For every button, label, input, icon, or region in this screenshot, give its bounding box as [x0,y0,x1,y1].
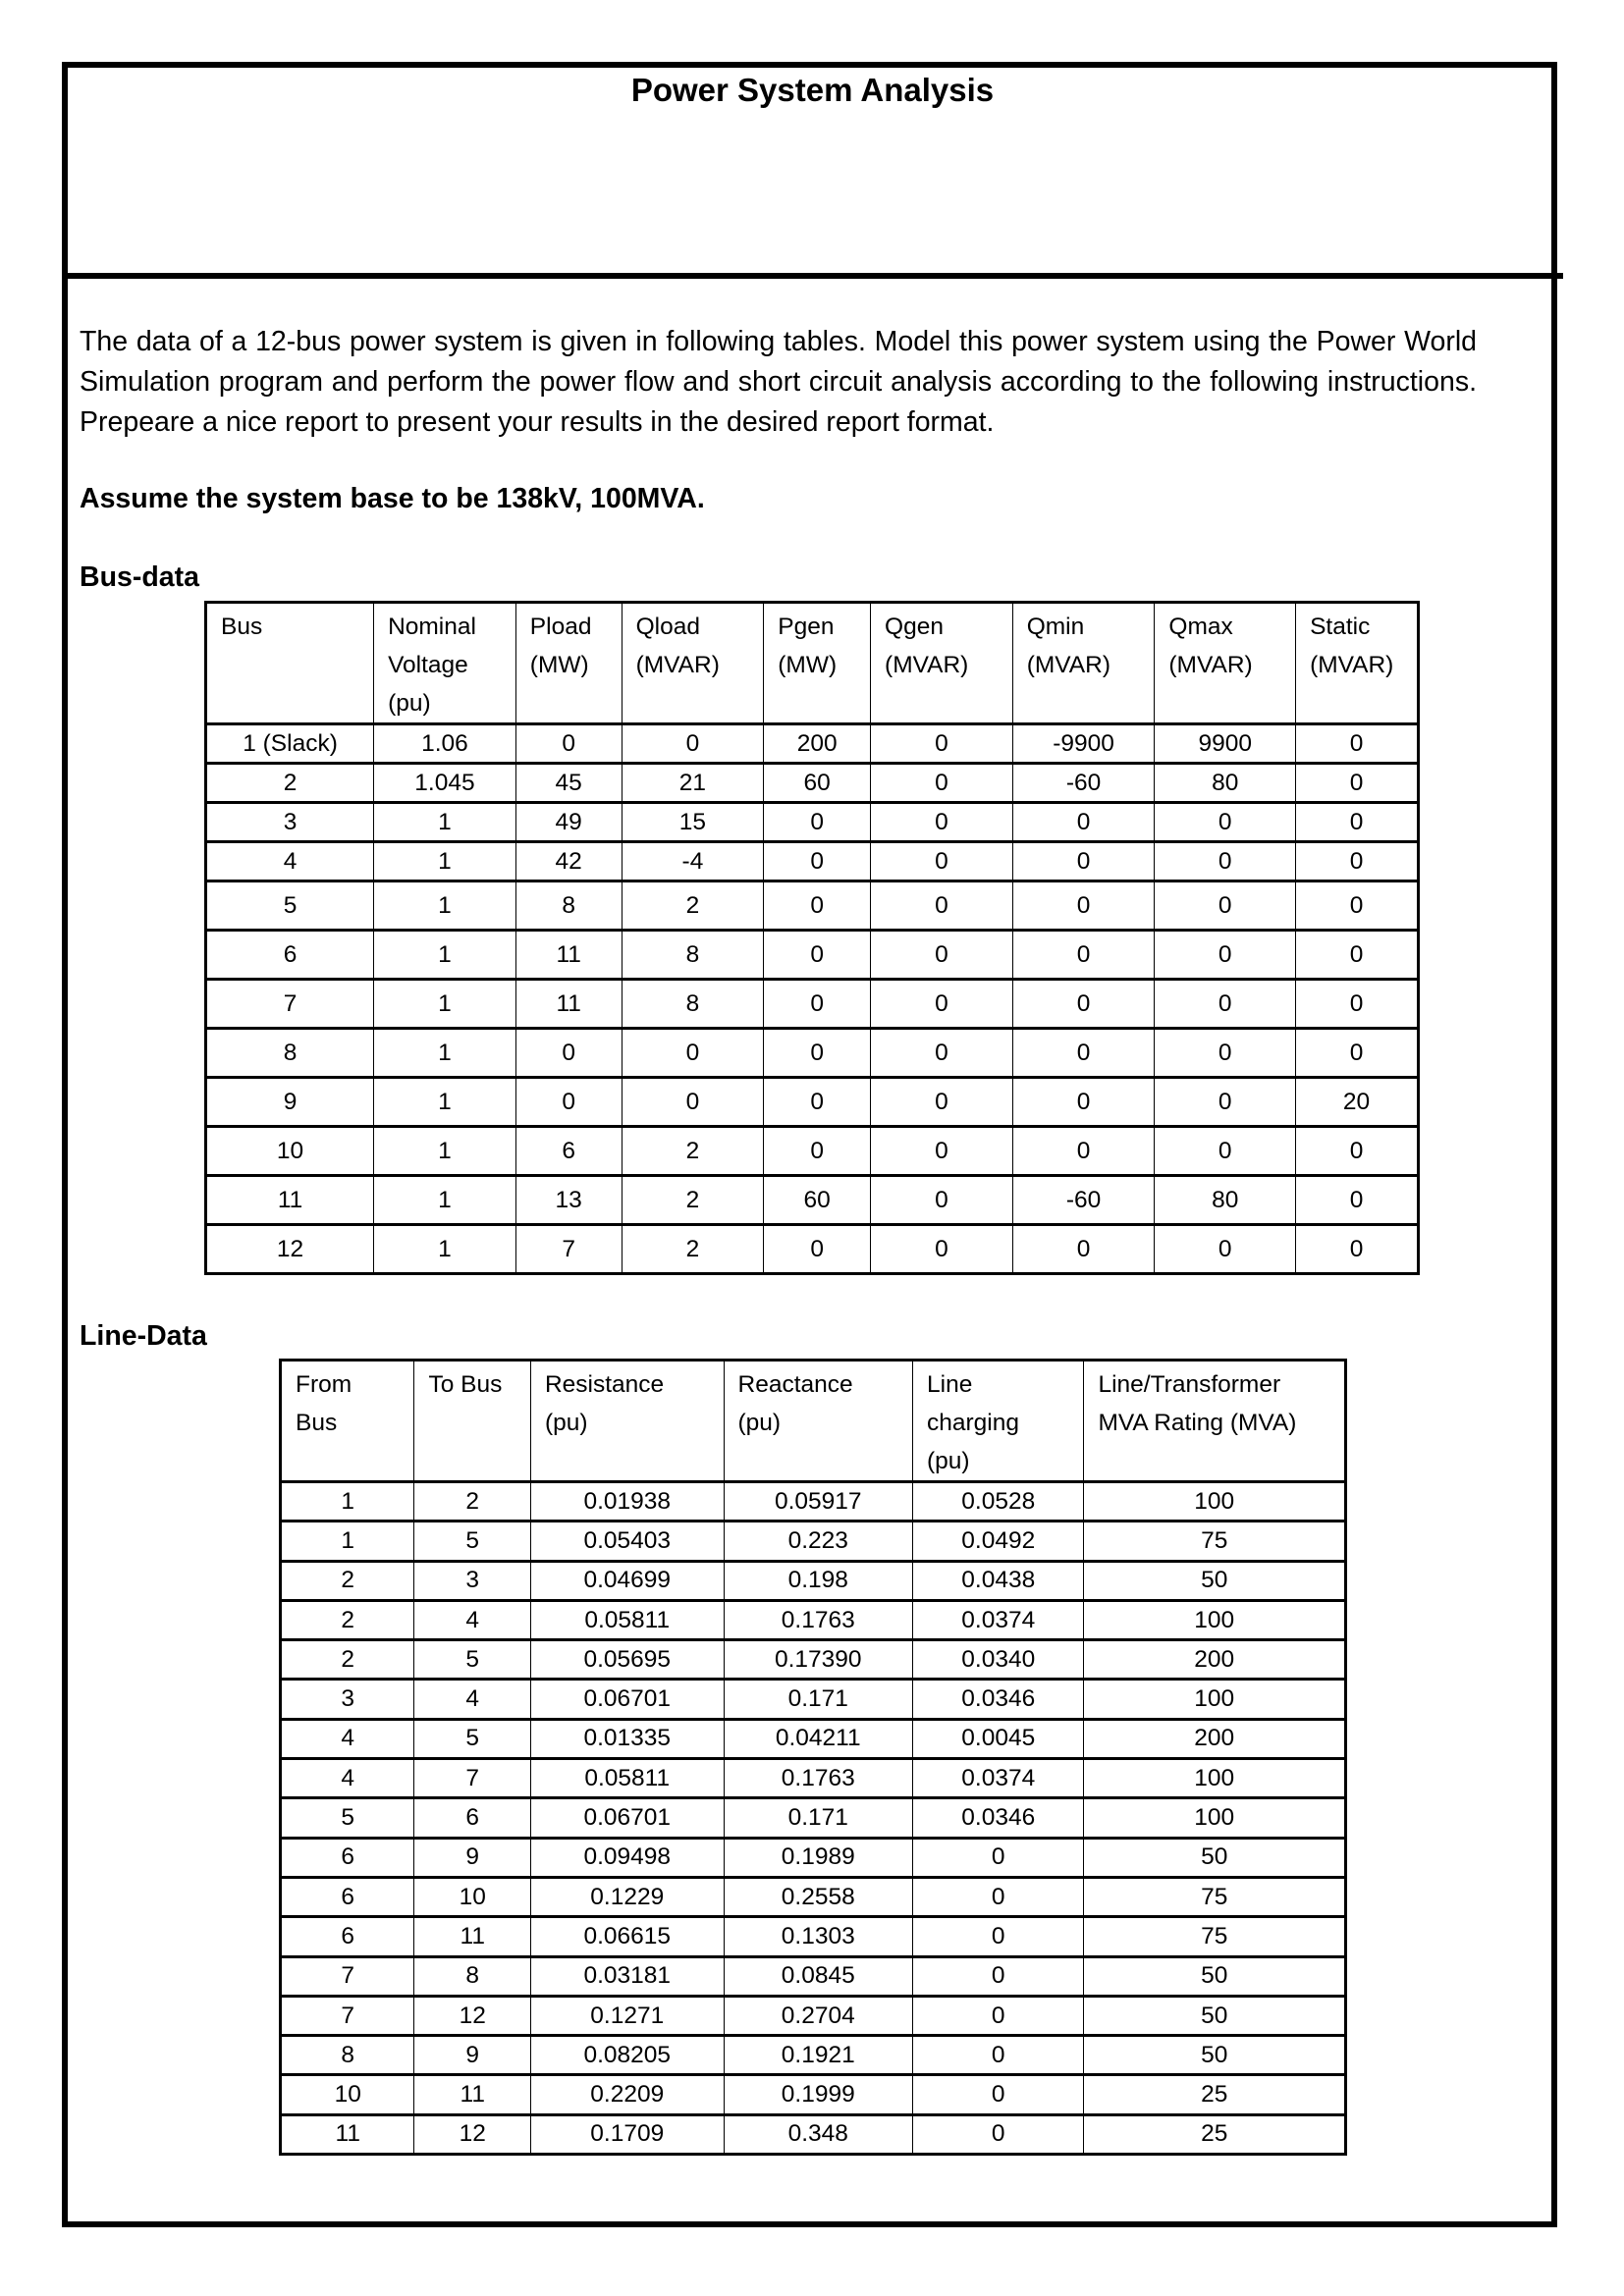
table-cell: 50 [1084,1956,1346,1996]
table-cell: 3 [281,1680,414,1719]
table-cell: 1.06 [374,724,516,764]
table-cell: 60 [764,1176,871,1225]
table-cell: 0.1763 [724,1600,913,1639]
table-cell: 0 [1296,803,1419,842]
table-cell: 1 [374,1176,516,1225]
table-cell: 45 [515,764,622,803]
table-cell: 9900 [1155,724,1296,764]
table-row [206,1078,1419,1127]
table-cell: 0 [913,1838,1084,1877]
table-cell: 10 [414,1877,531,1916]
table-cell: 0 [1155,1078,1296,1127]
table-cell: 21 [622,764,764,803]
table-cell: 49 [515,803,622,842]
table-cell: 0 [913,1996,1084,2035]
table-cell: 12 [206,1225,374,1274]
table-cell: 0.171 [724,1798,913,1838]
table-cell: 3 [414,1561,531,1600]
table-cell: 0 [622,724,764,764]
table-cell: 2 [622,1176,764,1225]
column-header-line: Bus [296,1410,338,1436]
table-row [281,1522,1346,1561]
table-cell: 0.1709 [530,2114,724,2154]
table-row [281,1600,1346,1639]
table-cell: 4 [414,1600,531,1639]
column-header [374,603,516,724]
table-cell: 0 [871,842,1013,881]
column-header [1155,603,1296,724]
table-cell: 0 [1012,1029,1155,1078]
table-cell: 0.01938 [530,1482,724,1522]
column-header-line: (MW) [529,652,589,678]
table-cell: 100 [1084,1482,1346,1522]
page-title: Power System Analysis [630,72,995,108]
table-cell: 0.0374 [913,1600,1084,1639]
table-cell: 0 [764,1029,871,1078]
table-cell: 75 [1084,1917,1346,1956]
table-cell: 11 [515,980,622,1029]
table-cell: 3 [206,803,374,842]
table-cell: 7 [414,1759,531,1798]
column-header-line: (MVAR) [885,652,969,678]
column-header-line: (MVAR) [635,652,720,678]
table-cell: 12 [414,1996,531,2035]
table-cell: 1 [374,1078,516,1127]
table-cell: 25 [1084,2075,1346,2114]
table-cell: 0.01335 [530,1719,724,1758]
table-cell: 8 [515,881,622,931]
table-cell: 2 [414,1482,531,1522]
column-header-line: Voltage [388,652,468,678]
table-cell: 200 [764,724,871,764]
table-cell: 0.03181 [530,1956,724,1996]
column-header-line: Resistance [544,1371,665,1398]
table-cell: 1 (Slack) [206,724,374,764]
column-header-line: (pu) [927,1448,970,1474]
table-cell: 13 [515,1176,622,1225]
table-cell: 11 [206,1176,374,1225]
table-cell: 11 [414,1917,531,1956]
table-cell: 4 [281,1759,414,1798]
table-cell: 0 [764,1078,871,1127]
table-cell: 0.1989 [724,1838,913,1877]
table-cell: 0.05811 [530,1759,724,1798]
table-cell: 80 [1155,764,1296,803]
table-cell: 0 [871,803,1013,842]
table-cell: 0.05695 [530,1640,724,1680]
table-cell: 0 [1012,1078,1155,1127]
table-cell: 0.0045 [913,1719,1084,1758]
table-cell: 0.171 [724,1680,913,1719]
table-cell: 0 [1012,842,1155,881]
table-cell: 6 [206,931,374,980]
column-header [622,603,764,724]
column-header-line: Qmax [1168,614,1233,640]
column-header-line: From [296,1371,352,1398]
column-header-line: MVA Rating (MVA) [1098,1410,1297,1436]
table-cell: 0 [1155,931,1296,980]
column-header-line: charging [927,1410,1019,1436]
table-cell: 0 [1296,931,1419,980]
table-cell: 25 [1084,2114,1346,2154]
table-cell: 0 [871,931,1013,980]
table-cell: 0 [764,1225,871,1274]
table-cell: 75 [1084,1522,1346,1561]
table-row [281,1996,1346,2035]
table-cell: 9 [414,1838,531,1877]
table-cell: 2 [622,1127,764,1176]
table-cell: 0 [1155,1127,1296,1176]
table-cell: 100 [1084,1680,1346,1719]
column-header-line: To Bus [428,1371,503,1398]
table-cell: 0 [764,1127,871,1176]
table-cell: 0 [622,1078,764,1127]
table-cell: 11 [414,2075,531,2114]
table-cell: 0 [515,1078,622,1127]
table-row [281,1877,1346,1916]
table-cell: 0.198 [724,1561,913,1600]
table-cell: 5 [414,1640,531,1680]
table-cell: 8 [206,1029,374,1078]
table-cell: 0 [871,1176,1013,1225]
table-cell: 7 [206,980,374,1029]
table-cell: 0.0346 [913,1680,1084,1719]
table-cell: 8 [414,1956,531,1996]
column-header [414,1361,531,1482]
table-row [206,931,1419,980]
table-cell: 0.1921 [724,2036,913,2075]
table-cell: 50 [1084,1838,1346,1877]
table-cell: 0 [871,1225,1013,1274]
table-cell: 0.06615 [530,1917,724,1956]
table-cell: 100 [1084,1759,1346,1798]
table-cell: 0 [1155,1029,1296,1078]
column-header-line: Static [1310,614,1371,640]
bus-data-table [204,601,1420,1275]
line-table-header-row [281,1361,1346,1482]
table-cell: 6 [281,1838,414,1877]
table-cell: 0 [1155,803,1296,842]
column-header-line: Pload [529,614,592,640]
table-cell: 10 [206,1127,374,1176]
table-cell: 1 [374,931,516,980]
column-header [724,1361,913,1482]
table-cell: -4 [622,842,764,881]
table-cell: 6 [281,1877,414,1916]
table-cell: -9900 [1012,724,1155,764]
table-cell: 100 [1084,1600,1346,1639]
table-cell: 60 [764,764,871,803]
table-cell: 1 [374,1127,516,1176]
table-row [206,1029,1419,1078]
table-cell: 1 [281,1522,414,1561]
table-cell: 0.0528 [913,1482,1084,1522]
column-header [1084,1361,1346,1482]
table-cell: 1 [374,881,516,931]
table-row [281,1482,1346,1522]
table-row [206,881,1419,931]
table-row [281,1838,1346,1877]
table-cell: 0.1271 [530,1996,724,2035]
table-cell: 0.2558 [724,1877,913,1916]
table-cell: 0 [871,1078,1013,1127]
table-cell: 0.09498 [530,1838,724,1877]
table-cell: 0 [764,931,871,980]
column-header-line: (pu) [544,1410,588,1436]
column-header-line: Reactance [737,1371,853,1398]
table-cell: 0.06701 [530,1680,724,1719]
table-row [281,1759,1346,1798]
table-cell: 4 [414,1680,531,1719]
table-cell: 2 [622,1225,764,1274]
title-band [62,62,1563,279]
table-cell: 0 [515,1029,622,1078]
column-header [1296,603,1419,724]
table-cell: 0.2704 [724,1996,913,2035]
table-cell: 0 [1296,1029,1419,1078]
table-cell: 0 [913,2075,1084,2114]
column-header [530,1361,724,1482]
table-cell: 0.1303 [724,1917,913,1956]
table-cell: 0.0374 [913,1759,1084,1798]
table-cell: 200 [1084,1640,1346,1680]
column-header-line: Qmin [1026,614,1085,640]
table-cell: 5 [414,1522,531,1561]
table-cell: 2 [281,1600,414,1639]
table-cell: 0 [913,1877,1084,1916]
table-cell: 15 [622,803,764,842]
table-cell: 0 [1296,881,1419,931]
table-cell: 10 [281,2075,414,2114]
table-cell: 0.0438 [913,1561,1084,1600]
column-header [515,603,622,724]
table-row [206,842,1419,881]
table-cell: 0.0346 [913,1798,1084,1838]
table-cell: 0 [1012,881,1155,931]
table-cell: 0.348 [724,2114,913,2154]
table-cell: 0.1763 [724,1759,913,1798]
table-cell: 0.2209 [530,2075,724,2114]
table-cell: 0 [1012,1225,1155,1274]
table-cell: 7 [281,1996,414,2035]
table-cell: 0.05403 [530,1522,724,1561]
table-cell: 0 [871,764,1013,803]
column-header-line: Qgen [885,614,944,640]
table-cell: 6 [414,1798,531,1838]
table-cell: 0 [1012,931,1155,980]
column-header-line: (MW) [778,652,838,678]
table-cell: 0 [1296,980,1419,1029]
table-cell: 0 [764,803,871,842]
table-cell: 0 [1296,764,1419,803]
table-cell: 50 [1084,1996,1346,2035]
table-row [281,2075,1346,2114]
column-header-line: Nominal [388,614,476,640]
table-cell: 0 [871,1029,1013,1078]
table-cell: 0 [1296,1225,1419,1274]
column-header [871,603,1013,724]
table-cell: 11 [515,931,622,980]
table-row [281,1956,1346,1996]
table-row [281,1640,1346,1680]
column-header [281,1361,414,1482]
table-cell: 0.08205 [530,2036,724,2075]
table-cell: 0 [1296,1176,1419,1225]
table-cell: 5 [281,1798,414,1838]
table-cell: 0 [1296,724,1419,764]
table-cell: 0 [1155,881,1296,931]
table-cell: 0.223 [724,1522,913,1561]
table-cell: 9 [414,2036,531,2075]
table-cell: 20 [1296,1078,1419,1127]
bus-data-heading: Bus-data [80,561,199,593]
table-cell: 200 [1084,1719,1346,1758]
column-header-line: (MVAR) [1168,652,1253,678]
table-row [206,1225,1419,1274]
table-cell: 7 [281,1956,414,1996]
column-header-line: (MVAR) [1026,652,1111,678]
table-cell: 0 [913,2114,1084,2154]
table-cell: 0 [764,980,871,1029]
table-cell: 0.06701 [530,1798,724,1838]
table-row [281,1561,1346,1600]
table-cell: 8 [622,931,764,980]
column-header-line: (pu) [388,690,431,717]
table-cell: 0.1229 [530,1877,724,1916]
table-cell: 2 [206,764,374,803]
table-cell: 0 [1012,980,1155,1029]
table-cell: 0.1999 [724,2075,913,2114]
table-cell: 6 [515,1127,622,1176]
table-cell: 0 [1155,1225,1296,1274]
table-cell: 5 [206,881,374,931]
table-row [206,803,1419,842]
table-cell: 0 [1012,1127,1155,1176]
column-header [206,603,374,724]
column-header [764,603,871,724]
table-cell: 6 [281,1917,414,1956]
table-cell: 0.05917 [724,1482,913,1522]
table-cell: 0 [913,2036,1084,2075]
table-cell: 0 [913,1917,1084,1956]
table-cell: 0 [871,724,1013,764]
column-header-line: Pgen [778,614,835,640]
table-row [206,1127,1419,1176]
bus-table-header-row [206,603,1419,724]
table-cell: 1 [374,803,516,842]
table-cell: 50 [1084,1561,1346,1600]
table-cell: 1 [374,842,516,881]
table-cell: 50 [1084,2036,1346,2075]
table-row [206,764,1419,803]
table-cell: 8 [622,980,764,1029]
table-cell: 1 [374,1225,516,1274]
table-cell: 0.0340 [913,1640,1084,1680]
column-header-line: Bus [221,614,263,640]
intro-paragraph: The data of a 12-bus power system is given in following tables. Model this power system using the Power World Simulation program and perform the power flow and short circuit analysis according to the following instructions. Prepeare a nice report to present your results in the desired report format. [80,326,1477,438]
table-cell: 7 [515,1225,622,1274]
table-cell: 0 [1155,980,1296,1029]
table-cell: 0 [1296,1127,1419,1176]
table-cell: 5 [414,1719,531,1758]
column-header-line: (MVAR) [1310,652,1394,678]
table-cell: 0 [622,1029,764,1078]
table-cell: 2 [622,881,764,931]
table-cell: 1.045 [374,764,516,803]
table-cell: 9 [206,1078,374,1127]
table-cell: 100 [1084,1798,1346,1838]
table-cell: 0 [1012,803,1155,842]
table-cell: 4 [206,842,374,881]
table-cell: -60 [1012,764,1155,803]
table-cell: 42 [515,842,622,881]
table-cell: 0 [764,842,871,881]
table-cell: 8 [281,2036,414,2075]
table-row [281,1680,1346,1719]
table-cell: 0 [764,881,871,931]
table-cell: 0.0845 [724,1956,913,1996]
table-row [206,980,1419,1029]
table-cell: 0.04699 [530,1561,724,1600]
column-header-line: (pu) [737,1410,782,1436]
table-cell: 11 [281,2114,414,2154]
table-cell: 1 [374,980,516,1029]
table-row [206,1176,1419,1225]
column-header-line: Line [927,1371,973,1398]
table-cell: 1 [374,1029,516,1078]
table-cell: -60 [1012,1176,1155,1225]
table-cell: 12 [414,2114,531,2154]
table-cell: 0 [515,724,622,764]
column-header-line: Qload [635,614,700,640]
table-cell: 0 [1155,842,1296,881]
column-header-line: Line/Transformer [1098,1371,1281,1398]
table-row [281,2036,1346,2075]
table-cell: 0 [871,980,1013,1029]
line-data-table [279,1359,1347,2156]
table-cell: 0 [913,1956,1084,1996]
column-header [913,1361,1084,1482]
table-row [281,1917,1346,1956]
system-base-assumption: Assume the system base to be 138kV, 100MVA. [80,483,705,514]
table-row [281,1719,1346,1758]
table-cell: 0 [871,881,1013,931]
column-header [1012,603,1155,724]
table-cell: 2 [281,1640,414,1680]
table-row [206,724,1419,764]
table-cell: 2 [281,1561,414,1600]
table-cell: 0.04211 [724,1719,913,1758]
line-data-heading: Line-Data [80,1320,207,1352]
table-cell: 0.05811 [530,1600,724,1639]
table-row [281,2114,1346,2154]
table-cell: 75 [1084,1877,1346,1916]
table-cell: 4 [281,1719,414,1758]
table-cell: 0 [1296,842,1419,881]
table-cell: 0.17390 [724,1640,913,1680]
table-cell: 0.0492 [913,1522,1084,1561]
table-cell: 1 [281,1482,414,1522]
table-cell: 80 [1155,1176,1296,1225]
table-row [281,1798,1346,1838]
table-cell: 0 [871,1127,1013,1176]
